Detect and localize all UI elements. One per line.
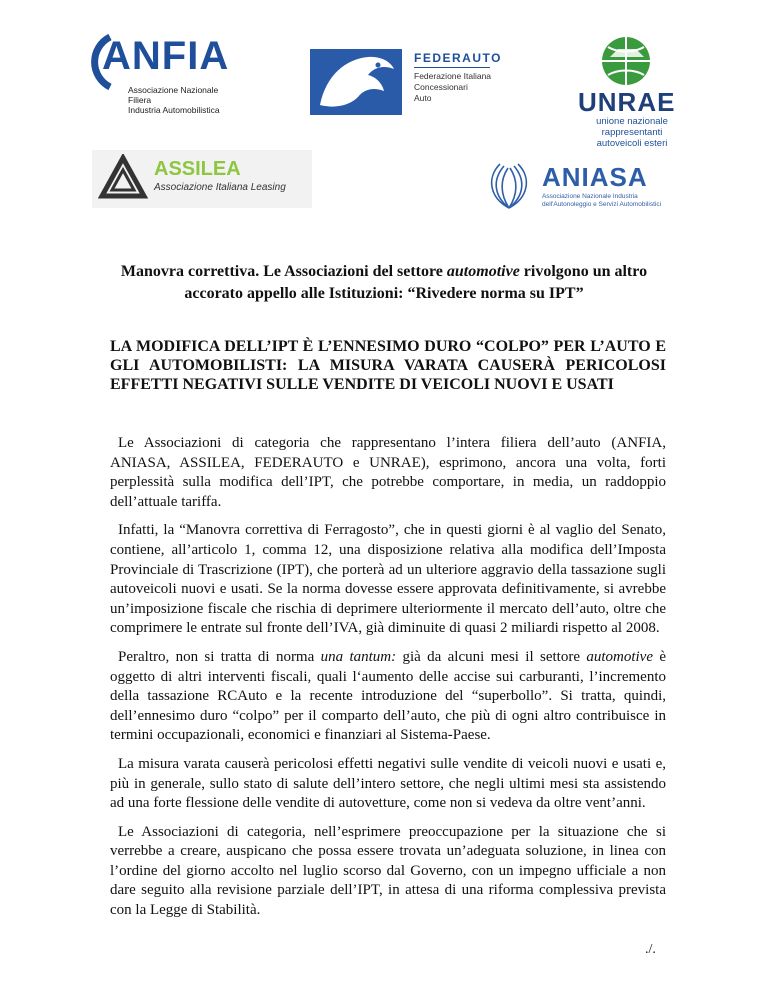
eagle-emblem-icon: [306, 45, 406, 120]
assilea-logo: [92, 150, 312, 208]
federauto-subtitle: Federazione Italiana Concessionari Auto: [414, 71, 492, 103]
confindustria-swirl-icon: [480, 158, 538, 213]
anfia-subtitle: Associazione Nazionale Filiera Industria Automobilistica: [128, 85, 220, 115]
paragraph-2: Infatti, la “Manovra correttiva di Ferragosto”, che in questi giorni è al vaglio del Senato, contiene, all’articolo 1, comma 12, una disposizione relativa alla modifica dell’Imposta Provinciale di Trascrizione (IPT), che porterà ad un ulteriore aggravio della tassazione sugli autoveicoli nuovi e usati. Se la norma dovesse essere approvata definitivamente, si avrebbe un’imposizione fiscale che rischia di deprimere ulteriormente il mercato dell’auto, oltre che comprimere le entrate sul fronte dell’IVA, già diminuite di quasi 2 miliardi rispetto al 2008.: [110, 522, 666, 637]
globe-car-icon: [596, 35, 656, 90]
anfia-logo: [80, 30, 270, 130]
body-text: [110, 434, 666, 930]
federauto-logo: [306, 45, 502, 120]
aniasa-wordmark: ANIASA: [542, 162, 648, 192]
aniasa-logo: [480, 158, 680, 213]
continuation-mark: ./.: [645, 942, 656, 957]
unrae-subtitle: unione nazionale rappresentanti autoveicoli esteri: [596, 116, 668, 149]
federauto-wordmark: FEDERAUTO: [414, 51, 502, 65]
paragraph-3: Peraltro, non si tratta di norma una tantum: già da alcuni mesi il settore automotive è oggetto di altri interventi fiscali, quali l‘aumento delle accise sui carburanti, l’incremento della tassazione RCAuto e la recente introduzione del “superbollo”. Si tratta, quindi, dell’ennesimo duro “colpo” per il comparto dell’auto, che più di ogni altro contribuisce in termini occupazionali, economici e finanziari al Sistema-Paese.: [110, 648, 666, 744]
paragraph-5: Le Associazioni di categoria, nell’esprimere preoccupazione per la situazione che si verrebbe a creare, auspicano che possa essere trovata un’adeguata soluzione, in linea con l’ordine del giorno accolto nel luglio scorso dal Governo, con un impegno ufficiale a non dare seguito alla revisione parziale dell’IPT, in attesa di una riforma complessiva prevista con la Legge di Stabilità.: [110, 823, 666, 919]
unrae-wordmark: UNRAE: [578, 87, 676, 117]
press-release-title: Manovra correttiva. Le Associazioni del settore automotive rivolgono un altro accorato appello alle Istituzioni: “Rivedere norma su IPT”: [120, 263, 648, 302]
aniasa-subtitle: Associazione Nazionale Industria dell'Autonoleggio e Servizi Automobilistici: [542, 193, 662, 208]
federauto-divider: [414, 67, 490, 68]
paragraph-1: Le Associazioni di categoria che rappresentano l’intera filiera dell’auto (ANFIA, ANIASA, ASSILEA, FEDERAUTO e UNRAE), esprimono, ancora una volta, forti perplessità sulla modifica dell’IPT, che potrebbe comportare, in media, un raddoppio dell’attuale tariffa.: [110, 435, 666, 510]
triangle-knot-icon: [98, 154, 148, 204]
paragraph-4: La misura varata causerà pericolosi effetti negativi sulle vendite di veicoli nuovi e usati e, più in generale, sullo stato di salute dell’intero settore, che negli ultimi mesi sta assistendo ad una forte flessione delle vendite di autovetture, come non si vedeva da oltre vent’anni.: [110, 755, 666, 812]
headline: LA MODIFICA DELL’IPT È L’ENNESIMO DURO “COLPO” PER L’AUTO E GLI AUTOMOBILISTI: LA MISURA VARATA CAUSERÀ PERICOLOSI EFFETTI NEGATIVI SULLE VENDITE DI VEICOLI NUOVI E USATI: [110, 338, 666, 393]
assilea-subtitle: Associazione Italiana Leasing: [154, 182, 286, 193]
unrae-logo: [570, 35, 685, 150]
anfia-wordmark: ANFIA: [102, 34, 230, 78]
assilea-wordmark: ASSILEA: [154, 158, 241, 180]
